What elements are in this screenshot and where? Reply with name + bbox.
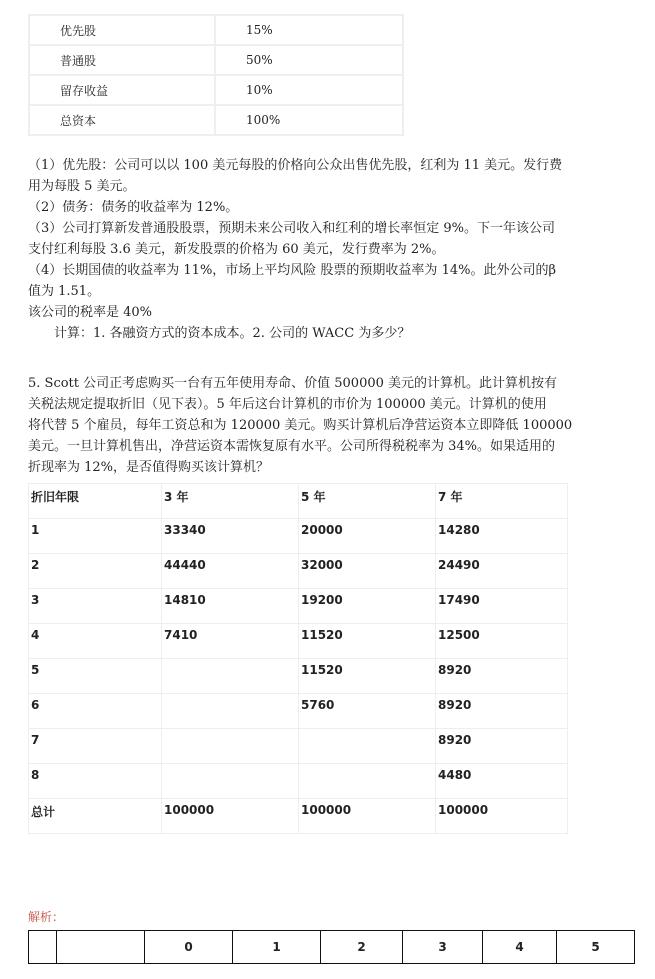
table-cell: 44440: [162, 554, 299, 589]
table-cell: 33340: [162, 519, 299, 554]
table-row: [29, 799, 568, 834]
table-row: [29, 659, 568, 694]
text-line: 计算：1. 各融资方式的资本成本。2. 公司的 WACC 为多少？: [28, 326, 411, 341]
table-cell: 优先股: [29, 15, 215, 45]
table-cell: 普通股: [29, 45, 215, 75]
table-cell: 17490: [436, 589, 568, 624]
table-cell: 4480: [436, 764, 568, 799]
table-cell: [162, 729, 299, 764]
text-line: 该公司的税率是 40%: [28, 305, 153, 320]
table-cell: 100000: [436, 799, 568, 834]
table-cell: 100000: [299, 799, 436, 834]
table-cell: 5760: [299, 694, 436, 729]
header-cell: 1: [233, 931, 321, 964]
table-row: [29, 45, 403, 75]
text-line: （1）优先股：公司可以以 100 美元每股的价格向公众出售优先股，红利为 11 美元。发行费: [28, 158, 563, 173]
text-line: 美元。一旦计算机售出，净营运资本需恢复原有水平。公司所得税税率为 34%。如果适用的: [28, 439, 556, 454]
table-cell: [162, 694, 299, 729]
table-cell: 8920: [436, 729, 568, 764]
text-line: 将代替 5 个雇员，每年工资总和为 120000 美元。购买计算机后净营运资本立即降低 100000: [28, 418, 573, 433]
text-line: 值为 1.51。: [28, 284, 101, 299]
table-cell: [299, 764, 436, 799]
table-cell: 3: [29, 589, 162, 624]
header-cell: 折旧年限: [29, 484, 162, 519]
table-row: [29, 519, 568, 554]
header-cell: 3 年: [162, 484, 299, 519]
table-cell: 7: [29, 729, 162, 764]
table-cell: 2: [29, 554, 162, 589]
table-cell: 6: [29, 694, 162, 729]
header-cell: 5 年: [299, 484, 436, 519]
table-cell: 12500: [436, 624, 568, 659]
table-row: [29, 729, 568, 764]
table-row: [29, 105, 403, 135]
table-cell: 4: [29, 624, 162, 659]
text-line: （3）公司打算新发普通股股票，预期未来公司收入和红利的增长率恒定 9%。下一年该公司: [28, 221, 556, 236]
table-cell: 100%: [215, 105, 403, 135]
text-line: 用为每股 5 美元。: [28, 179, 136, 194]
table-row: [29, 694, 568, 729]
table-row: [29, 15, 403, 45]
text-line: 支付红利每股 3.6 美元，新发股票的价格为 60 美元，发行费率为 2%。: [28, 242, 445, 257]
header-cell: [29, 931, 57, 964]
header-cell: 3: [403, 931, 483, 964]
table-header-row: [29, 484, 568, 519]
question-5-text: [28, 373, 618, 478]
text-line: （2）债务：债务的收益率为 12%。: [28, 200, 239, 215]
table-cell: 19200: [299, 589, 436, 624]
text-line: 折现率为 12%，是否值得购买该计算机？: [28, 460, 270, 475]
table-cell: 留存收益: [29, 75, 215, 105]
cashflow-table: [28, 930, 635, 964]
table-cell: 7410: [162, 624, 299, 659]
header-cell: [57, 931, 145, 964]
table-row: [29, 75, 403, 105]
capital-structure-table: [28, 14, 404, 136]
header-cell: 5: [557, 931, 635, 964]
table-cell: 14280: [436, 519, 568, 554]
header-cell: 2: [321, 931, 403, 964]
table-cell: 1: [29, 519, 162, 554]
text-line: 关税法规定提取折旧（见下表）。5 年后这台计算机的市价为 100000 美元。计算机的使用: [28, 397, 547, 412]
depreciation-table: [28, 483, 568, 834]
table-cell: 总计: [29, 799, 162, 834]
table-cell: 10%: [215, 75, 403, 105]
text-line: 5. Scott 公司正考虑购买一台有五年使用寿命、价值 500000 美元的计算机。此计算机按有: [28, 376, 558, 391]
table-cell: 50%: [215, 45, 403, 75]
table-cell: 5: [29, 659, 162, 694]
header-cell: 0: [145, 931, 233, 964]
table-cell: 8: [29, 764, 162, 799]
table-cell: 11520: [299, 624, 436, 659]
table-cell: 15%: [215, 15, 403, 45]
table-cell: 32000: [299, 554, 436, 589]
table-row: [29, 589, 568, 624]
table-cell: [162, 659, 299, 694]
table-cell: 20000: [299, 519, 436, 554]
table-cell: 24490: [436, 554, 568, 589]
table-cell: [162, 764, 299, 799]
question-4-text: [28, 155, 618, 344]
table-cell: 8920: [436, 694, 568, 729]
table-row: [29, 624, 568, 659]
table-row: [29, 554, 568, 589]
header-cell: 4: [483, 931, 557, 964]
header-cell: 7 年: [436, 484, 568, 519]
table-cell: [299, 729, 436, 764]
table-cell: 100000: [162, 799, 299, 834]
table-row: [29, 764, 568, 799]
table-cell: 14810: [162, 589, 299, 624]
table-cell: 8920: [436, 659, 568, 694]
table-cell: 11520: [299, 659, 436, 694]
analysis-label: 解析：: [28, 910, 65, 924]
text-line: （4）长期国债的收益率为 11%，市场上平均风险 股票的预期收益率为 14%。此外公司的β: [28, 263, 556, 278]
table-cell: 总资本: [29, 105, 215, 135]
